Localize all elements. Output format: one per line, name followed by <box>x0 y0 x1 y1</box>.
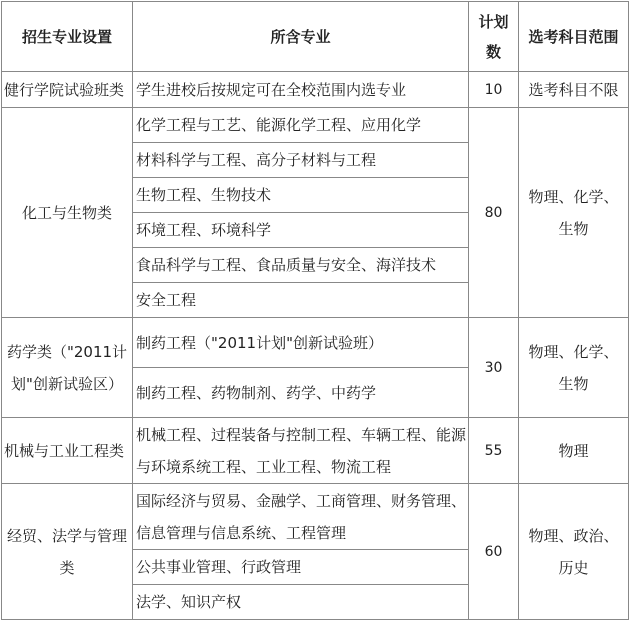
major-cell: 制药工程（"2011计划"创新试验班） <box>133 318 469 368</box>
plan-cell: 60 <box>469 484 519 620</box>
plan-cell: 55 <box>469 418 519 484</box>
enrollment-table <box>1 1 629 620</box>
category-cell: 健行学院试验班类 <box>2 72 133 108</box>
plan-cell: 30 <box>469 318 519 418</box>
category-cell: 药学类（"2011计划"创新试验区） <box>2 318 133 418</box>
plan-cell: 80 <box>469 108 519 318</box>
major-cell: 国际经济与贸易、金融学、工商管理、财务管理、信息管理与信息系统、工程管理 <box>133 484 469 550</box>
table-row <box>2 72 629 108</box>
plan-cell: 10 <box>469 72 519 108</box>
major-cell: 学生进校后按规定可在全校范围内选专业 <box>133 72 469 108</box>
header-subject-range: 选考科目范围 <box>519 2 629 72</box>
major-cell: 化学工程与工艺、能源化学工程、应用化学 <box>133 108 469 143</box>
header-included-majors: 所含专业 <box>133 2 469 72</box>
subjects-cell: 物理、化学、生物 <box>519 108 629 318</box>
category-cell: 经贸、法学与管理类 <box>2 484 133 620</box>
major-cell: 环境工程、环境科学 <box>133 213 469 248</box>
category-cell: 机械与工业工程类 <box>2 418 133 484</box>
subjects-cell: 物理、政治、历史 <box>519 484 629 620</box>
table-row <box>2 108 629 143</box>
category-cell: 化工与生物类 <box>2 108 133 318</box>
table-row <box>2 484 629 550</box>
major-cell: 机械工程、过程装备与控制工程、车辆工程、能源与环境系统工程、工业工程、物流工程 <box>133 418 469 484</box>
header-plan-count: 计划 数 <box>469 2 519 72</box>
subjects-cell: 物理、化学、生物 <box>519 318 629 418</box>
subjects-cell: 选考科目不限 <box>519 72 629 108</box>
table-row <box>2 418 629 484</box>
major-cell: 生物工程、生物技术 <box>133 178 469 213</box>
major-cell: 安全工程 <box>133 283 469 318</box>
major-cell: 公共事业管理、行政管理 <box>133 550 469 585</box>
subjects-cell: 物理 <box>519 418 629 484</box>
header-row <box>2 2 629 72</box>
header-major-setting: 招生专业设置 <box>2 2 133 72</box>
major-cell: 制药工程、药物制剂、药学、中药学 <box>133 368 469 418</box>
major-cell: 法学、知识产权 <box>133 585 469 620</box>
major-cell: 材料科学与工程、高分子材料与工程 <box>133 143 469 178</box>
table-row <box>2 318 629 368</box>
major-cell: 食品科学与工程、食品质量与安全、海洋技术 <box>133 248 469 283</box>
